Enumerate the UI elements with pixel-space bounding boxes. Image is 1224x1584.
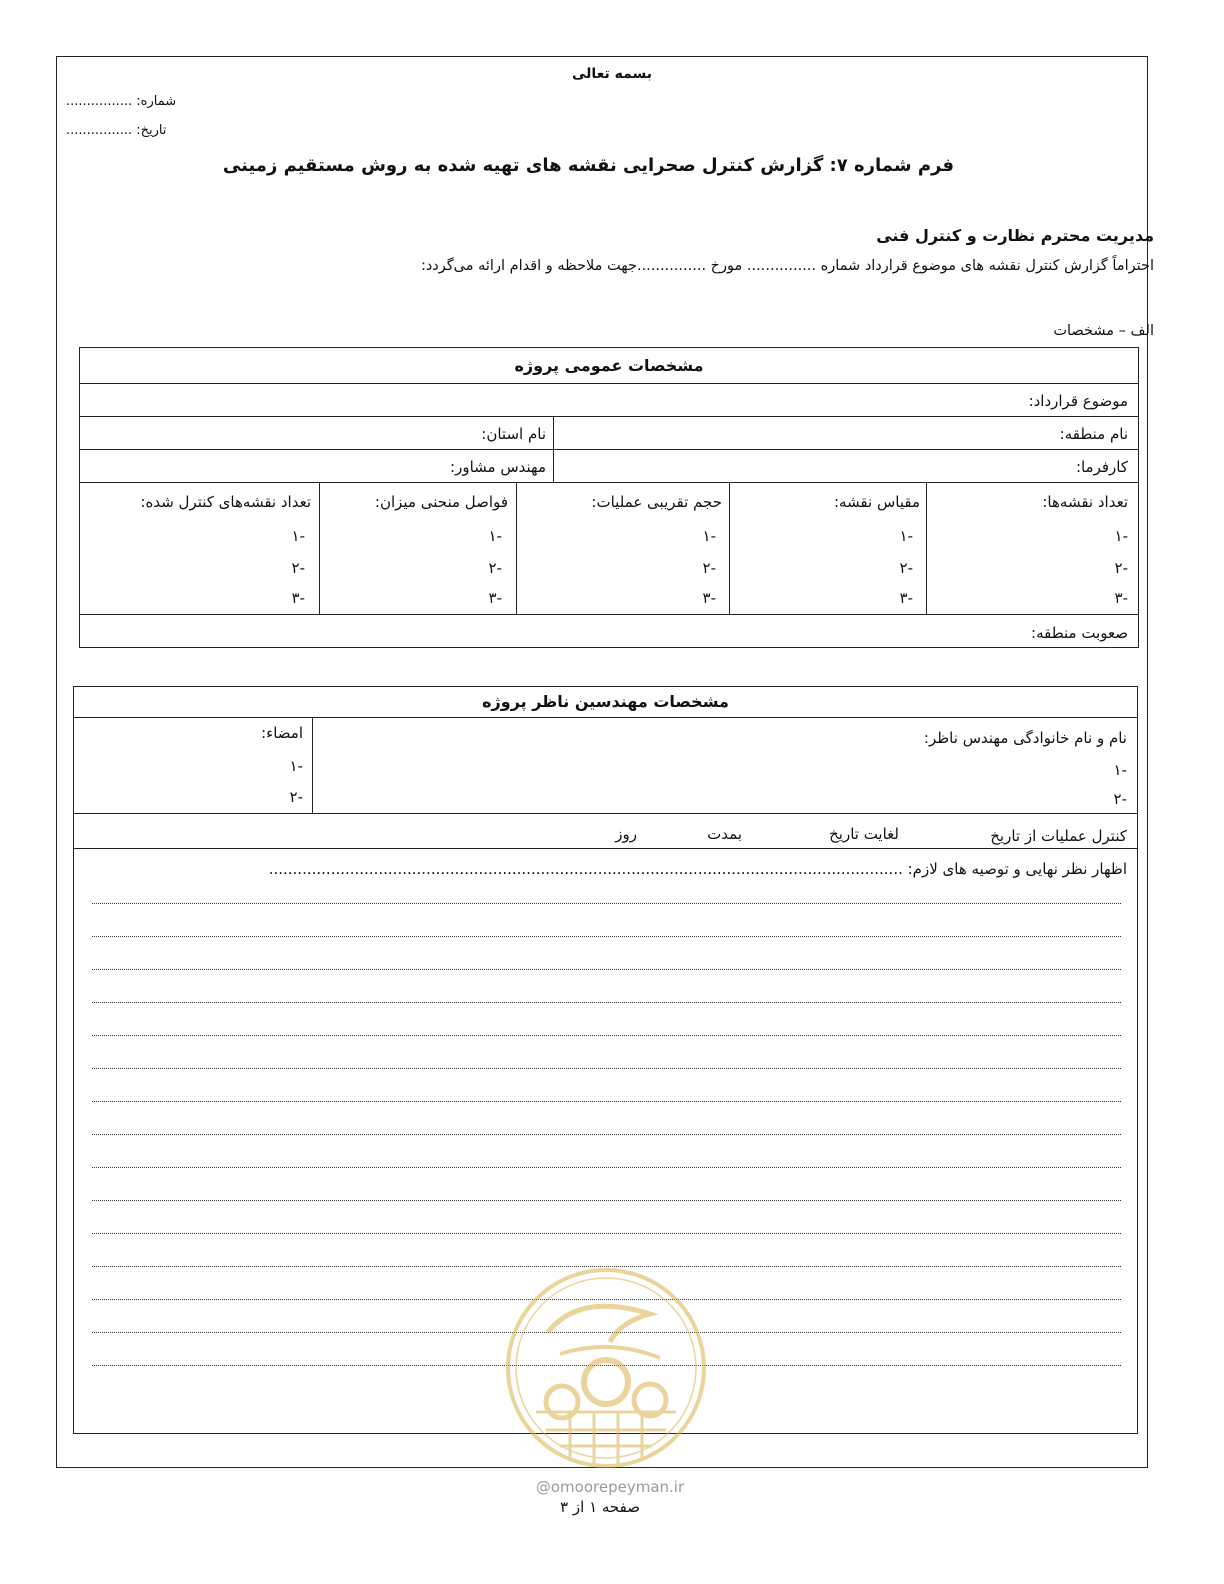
number-field <box>66 94 176 109</box>
province-name-label: نام استان: <box>481 425 546 443</box>
employer-row <box>80 450 1138 483</box>
control-period-row <box>74 814 1137 849</box>
col2-item-1: -۱ <box>899 527 913 545</box>
dotted-line <box>92 936 1121 937</box>
contract-subject-label: موضوع قرارداد: <box>1028 392 1128 410</box>
region-divider <box>553 417 554 450</box>
signature-divider <box>312 718 313 814</box>
recipient: مدیریت محترم نظارت و کنترل فنی <box>876 226 1154 245</box>
col3-item-2: -۲ <box>702 559 716 577</box>
letter-body: احتراماً گزارش کنترل نقشه های موضوع قرارداد شماره ............... مورخ ...............جهت ملاحظه و اقدام ارائه می‌گردد: <box>420 258 1154 274</box>
date-label: تاریخ: <box>136 123 167 138</box>
consultant-label: مهندس مشاور: <box>450 458 546 476</box>
col-divider-4 <box>319 483 320 615</box>
employer-label: کارفرما: <box>1075 458 1128 476</box>
col-divider-2 <box>729 483 730 615</box>
col-header-map-count: تعداد نقشه‌ها: <box>1042 493 1128 511</box>
dotted-line <box>92 1068 1121 1069</box>
col1-item-3: -۳ <box>1114 589 1128 607</box>
col-header-controlled: تعداد نقشه‌های کنترل شده: <box>140 493 311 511</box>
engineer-item-2: -۲ <box>1113 790 1127 808</box>
difficulty-row <box>80 615 1138 646</box>
col4-item-3: -۳ <box>488 589 502 607</box>
watermark-url: @omoorepeyman.ir <box>535 1478 685 1496</box>
col-header-volume: حجم تقریبی عملیات: <box>591 493 722 511</box>
dotted-line <box>92 1035 1121 1036</box>
col-divider-1 <box>926 483 927 615</box>
col2-item-3: -۳ <box>899 589 913 607</box>
final-opinion-label: اظهار نظر نهایی و توصیه های لازم: ..................................................................................................................................... <box>268 860 1127 878</box>
col-header-scale: مقیاس نقشه: <box>833 493 920 511</box>
col1-item-2: -۲ <box>1114 559 1128 577</box>
col3-item-1: -۱ <box>702 527 716 545</box>
dotted-line <box>92 1101 1121 1102</box>
general-title-row <box>80 348 1138 384</box>
signature-item-1: -۱ <box>289 757 303 775</box>
until-date-label: لغایت تاریخ <box>829 825 899 843</box>
dotted-line <box>92 1233 1121 1234</box>
watermark-logo <box>500 1262 712 1474</box>
engineer-item-1: -۱ <box>1113 761 1127 779</box>
difficulty-label: صعوبت منطقه: <box>1031 624 1128 642</box>
employer-divider <box>553 450 554 483</box>
dotted-line <box>92 1134 1121 1135</box>
date-field <box>66 123 167 138</box>
col5-item-1: -۱ <box>291 527 305 545</box>
dotted-line <box>92 969 1121 970</box>
days-label: روز <box>615 825 637 843</box>
engineers-names-row <box>74 718 1137 814</box>
col2-item-2: -۲ <box>899 559 913 577</box>
engineer-name-label: نام و نام خانوادگی مهندس ناظر: <box>923 729 1127 747</box>
number-dots: ................ <box>66 94 133 109</box>
col5-item-2: -۲ <box>291 559 305 577</box>
col3-item-3: -۳ <box>702 589 716 607</box>
dotted-line <box>92 1167 1121 1168</box>
engineers-title-row <box>74 687 1137 718</box>
region-name-label: نام منطقه: <box>1059 425 1128 443</box>
section-a-label: الف – مشخصات <box>1053 323 1154 339</box>
maps-grid-row <box>80 483 1138 615</box>
signature-item-2: -۲ <box>289 788 303 806</box>
col5-item-3: -۳ <box>291 589 305 607</box>
page-number: صفحه ۱ از ۳ <box>560 1498 640 1516</box>
col4-item-1: -۱ <box>488 527 502 545</box>
col-divider-3 <box>516 483 517 615</box>
col4-item-2: -۲ <box>488 559 502 577</box>
general-title: مشخصات عمومی پروژه <box>514 356 704 375</box>
duration-label: بمدت <box>707 825 742 843</box>
col-header-contour: فواصل منحنی میزان: <box>374 493 508 511</box>
invocation: بسمه تعالی <box>571 66 653 82</box>
signature-label: امضاء: <box>261 724 303 742</box>
contract-subject-row <box>80 384 1138 417</box>
date-dots: ................ <box>66 123 133 138</box>
dotted-line <box>92 903 1121 904</box>
dotted-line <box>92 1200 1121 1201</box>
region-row <box>80 417 1138 450</box>
general-specs-table <box>79 347 1139 648</box>
engineers-title: مشخصات مهندسین ناظر پروژه <box>482 692 729 711</box>
col1-item-1: -۱ <box>1114 527 1128 545</box>
dotted-line <box>92 1002 1121 1003</box>
form-title: فرم شماره ۷: گزارش کنترل صحرایی نقشه های تهیه شده به روش مستقیم زمینی <box>222 155 954 176</box>
control-from-label: کنترل عملیات از تاریخ <box>990 827 1127 845</box>
number-label: شماره: <box>136 94 177 109</box>
